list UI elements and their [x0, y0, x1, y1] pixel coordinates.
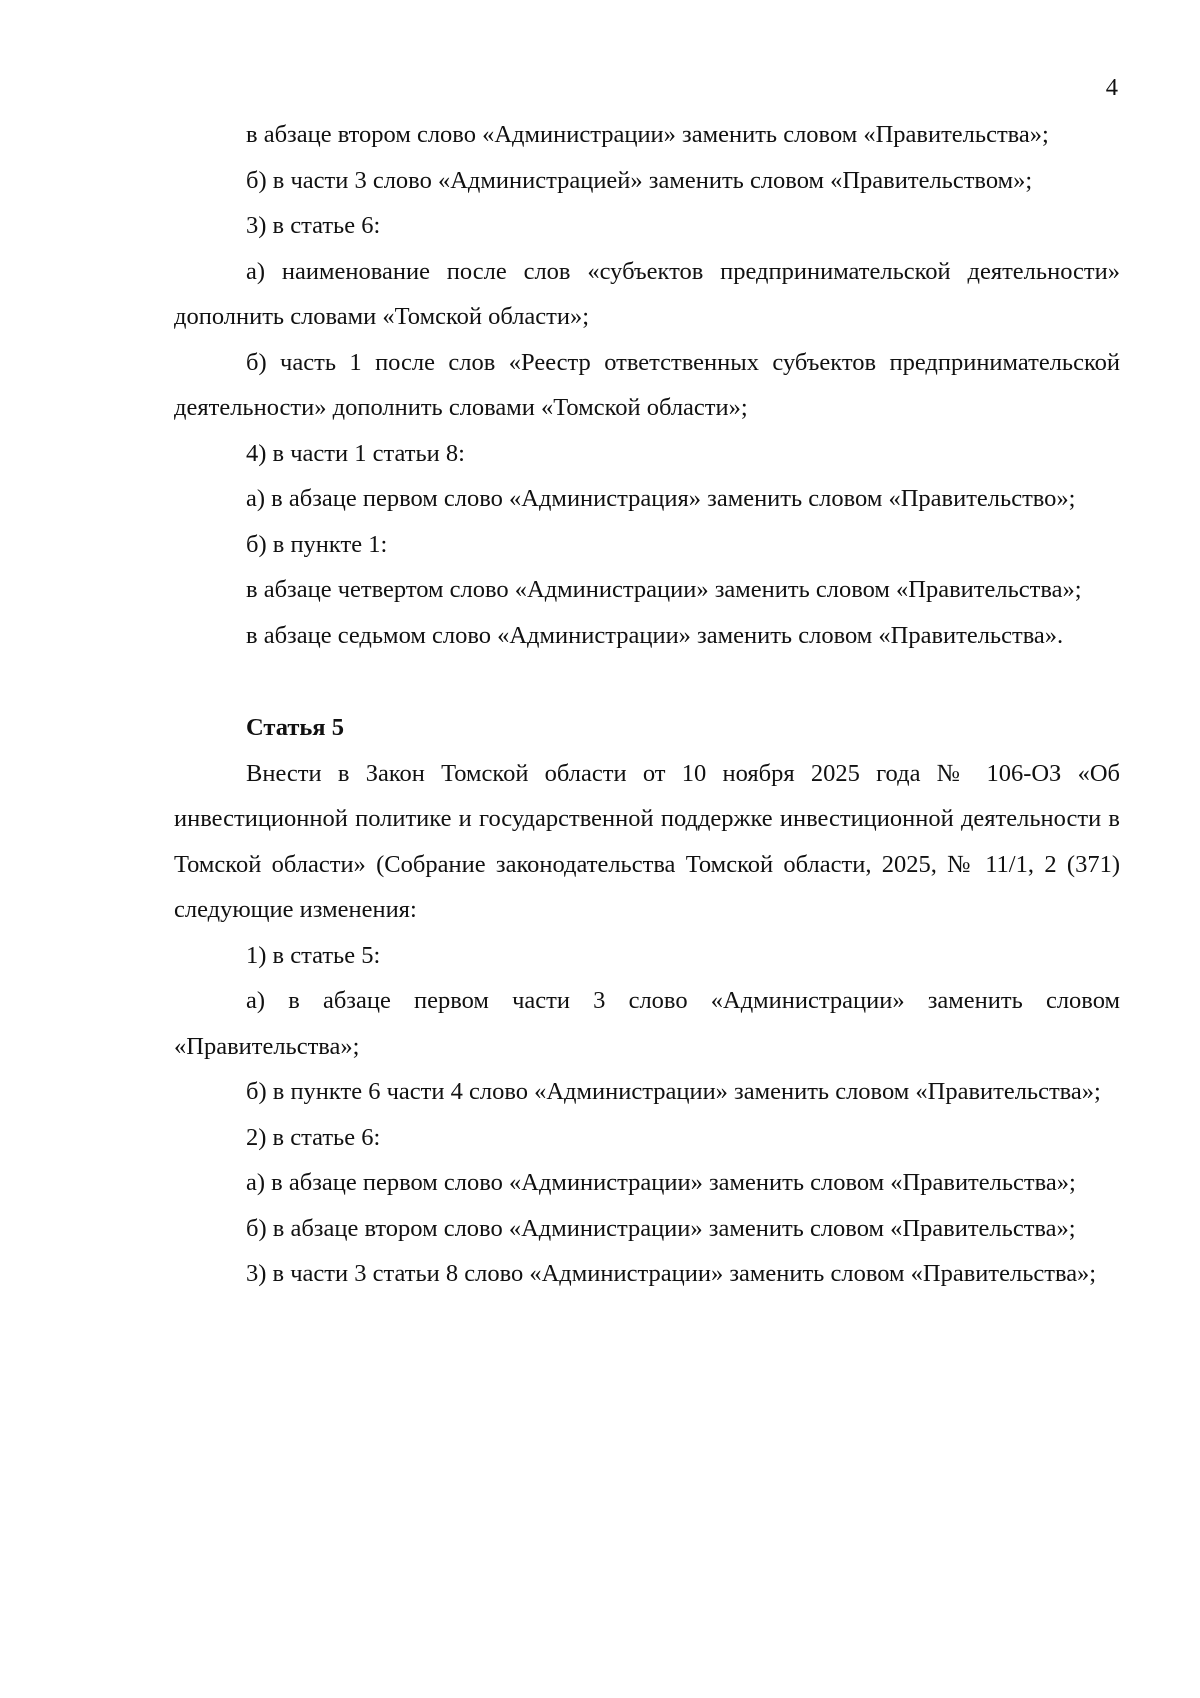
paragraph: б) в абзаце втором слово «Администрации» заменить словом «Правительства»; — [246, 1214, 1076, 1242]
paragraph: в абзаце втором слово «Администрации» заменить словом «Правительства»; — [246, 121, 1049, 148]
paragraph: а) в абзаце первом слово «Администрации» заменить словом «Правительства»; — [246, 1169, 1076, 1196]
paragraph: в абзаце четвертом слово «Администрации» заменить словом «Правительства»; — [246, 576, 1082, 603]
paragraph: 2) в статье 6: — [246, 1123, 381, 1151]
paragraph: 4) в части 1 статьи 8: — [246, 439, 465, 467]
paragraph: б) часть 1 после слов «Реестр ответственных субъектов предпринимательской деятельности» дополнить словами «Томской области»; — [174, 348, 1120, 421]
paragraph: 3) в части 3 статьи 8 слово «Администрации» заменить словом «Правительства»; — [246, 1260, 1097, 1287]
paragraph: а) наименование после слов «субъектов предпринимательской деятельности» дополнить словами «Томской области»; — [174, 257, 1120, 330]
article-heading: Статья 5 — [246, 714, 344, 741]
section-gap — [174, 658, 1120, 705]
paragraph: а) в абзаце первом части 3 слово «Администрации» заменить словом «Правительства»; — [174, 987, 1120, 1060]
paragraph: б) в пункте 6 части 4 слово «Администрации» заменить словом «Правительства»; — [246, 1078, 1101, 1105]
paragraph: Внести в Закон Томской области от 10 ноября 2025 года № 106-ОЗ «Об инвестиционной политике и государственной поддержке инвестиционной деятельности в Томской области» (Собрание законодательства Томской области, 2025, № 11/1, 2 (371) следующие изменения: — [174, 759, 1120, 923]
page-number: 4 — [1105, 74, 1118, 101]
paragraph: 3) в статье 6: — [246, 212, 381, 239]
paragraph: б) в части 3 слово «Администрацией» заменить словом «Правительством»; — [246, 166, 1033, 194]
document-body — [174, 112, 1120, 1297]
paragraph: в абзаце седьмом слово «Администрации» заменить словом «Правительства». — [246, 621, 1064, 649]
paragraph: б) в пункте 1: — [246, 530, 388, 558]
paragraph: 1) в статье 5: — [246, 941, 381, 969]
paragraph: а) в абзаце первом слово «Администрация» заменить словом «Правительство»; — [246, 485, 1076, 512]
